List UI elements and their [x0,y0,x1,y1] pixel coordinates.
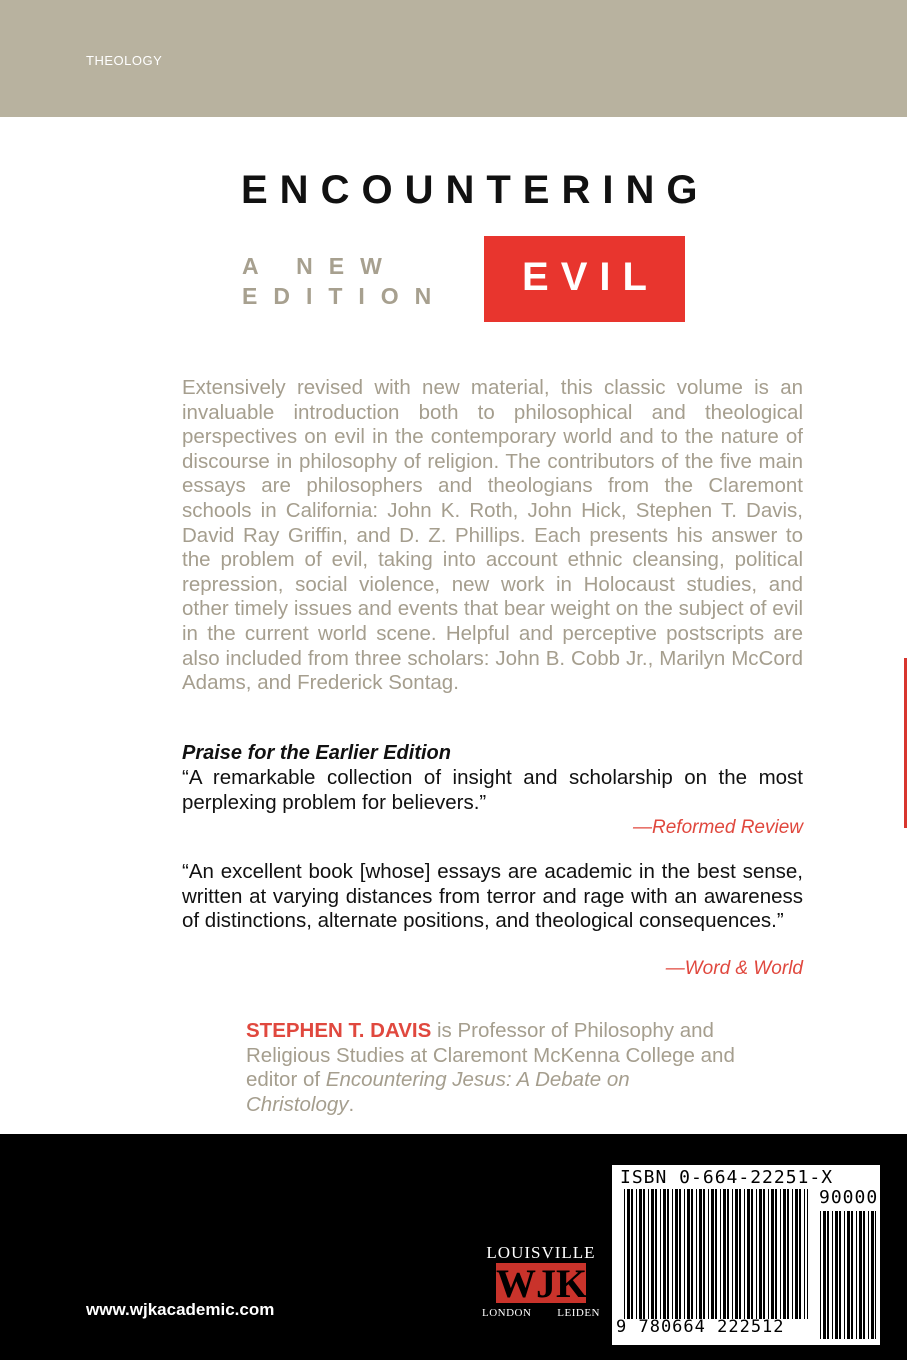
publisher-website[interactable]: www.wjkacademic.com [86,1300,275,1319]
barcode-bar [875,1211,876,1339]
barcode-bar [643,1189,645,1319]
barcode-bar [823,1211,826,1339]
barcode-bar [856,1211,857,1339]
barcode-bar [799,1189,801,1319]
author-bio-text: is Professor of Philosophy and Religious Studies at Claremont McKenna College and editor of [246,1019,735,1092]
barcode-bar [651,1189,654,1319]
book-subtitle: EVIL [522,255,659,299]
author-bio-end: . [348,1092,355,1116]
barcode-bar [859,1211,862,1339]
barcode-bar [851,1211,853,1339]
barcode-bar [763,1189,765,1319]
praise-heading: Praise for the Earlier Edition [182,742,451,764]
logo-letters: WJK [496,1261,588,1306]
barcode-bar [727,1189,729,1319]
subtitle-box [484,236,685,322]
barcode-bar [835,1211,838,1339]
book-description: Extensively revised with new material, this classic volume is an invaluable introduction both to philosophical and theological perspectives on evil in the contemporary world and to the nature of discourse in philosophy of religion. The contributors of the five main essays are philosophers and theologians from the Claremont schools in California: John K. Roth, John Hick, Stephen T. Davis, David Ray Griffin, and D. Z. Phillips. Each presents his answer to the problem of evil, taking into account ethnic cleansing, political repression, social violence, new work in Holocaust studies, and other timely issues and events that bear weight on the subject of evil in the current world scene. Helpful and perceptive postscripts are also included from three scholars: John B. Cobb Jr., Marilyn McCord Adams, and Frederick Sontag. [182,376,803,695]
praise-quote-2: “An excellent book [whose] essays are academic in the best sense, written at varying distances from terror and rage with an awareness of distinctions, alternate positions, and theological consequences.” [182,860,803,933]
publisher-logo [476,1243,606,1323]
logo-city-right: LEIDEN [557,1307,600,1319]
author-name: STEPHEN T. DAVIS [246,1019,432,1042]
barcode-bar [708,1189,709,1319]
barcode-bar [839,1211,841,1339]
barcode-main [624,1189,808,1319]
barcode-bar [672,1189,673,1319]
praise-quote-1: “A remarkable collection of insight and scholarship on the most perplexing problem for believers.” [182,766,803,814]
author-book-title: Encountering Jesus: A Debate on Christology [246,1068,630,1116]
praise-source-2: —Word & World [665,958,803,979]
barcode-bar [655,1189,657,1319]
barcode-bar [703,1189,705,1319]
category-label: THEOLOGY [86,53,163,68]
barcode-bar [648,1189,649,1319]
barcode-bar [871,1211,874,1339]
barcode-bar [868,1211,869,1339]
barcode-bar [720,1189,721,1319]
barcode-bar [863,1211,865,1339]
barcode-panel [612,1165,880,1345]
barcode-bar [807,1189,808,1319]
barcode-bar [636,1189,637,1319]
barcode-addon [820,1211,876,1339]
barcode-bar [687,1189,690,1319]
barcode-bar [739,1189,741,1319]
barcode-bar [696,1189,697,1319]
barcode-bar [756,1189,757,1319]
barcode-bar [711,1189,714,1319]
barcode-bar [663,1189,666,1319]
ean-number: 9 780664 222512 [616,1317,785,1337]
edition-line-2: EDITION [242,283,448,309]
top-band [0,0,907,117]
barcode-bar [847,1211,850,1339]
barcode-bar [667,1189,669,1319]
barcode-bar [780,1189,781,1319]
barcode-bar [832,1211,833,1339]
logo-city-left: LONDON [482,1307,532,1319]
price-code: 90000 [819,1187,879,1208]
barcode-bar [771,1189,774,1319]
barcode-bar [639,1189,642,1319]
barcode-bar [684,1189,685,1319]
barcode-bar [679,1189,681,1319]
barcode-bar [775,1189,777,1319]
barcode-bar [747,1189,750,1319]
barcode-bar [827,1211,829,1339]
barcode-bar [699,1189,702,1319]
barcode-bar [768,1189,769,1319]
barcode-bar [735,1189,738,1319]
barcode-bar [804,1189,805,1319]
author-bio [246,1019,736,1117]
barcode-bar [715,1189,717,1319]
barcode-bar [820,1211,821,1339]
barcode-bar [675,1189,678,1319]
logo-city-top: LOUISVILLE [486,1243,596,1262]
barcode-bar [624,1189,625,1319]
barcode-bar [660,1189,661,1319]
logo-mark [496,1261,588,1306]
barcode-bar [844,1211,845,1339]
barcode-bar [732,1189,733,1319]
barcode-bar [723,1189,726,1319]
barcode-bar [751,1189,753,1319]
barcode-bar [787,1189,789,1319]
barcode-bar [795,1189,798,1319]
barcode-bar [631,1189,633,1319]
book-title: ENCOUNTERING [241,168,710,212]
barcode-bar [691,1189,693,1319]
barcode-bar [783,1189,786,1319]
edition-line-1: A NEW [242,253,398,279]
isbn-text: ISBN 0-664-22251-X [620,1167,834,1188]
praise-source-1: —Reformed Review [633,817,803,838]
barcode-bar [744,1189,745,1319]
barcode-bar [759,1189,762,1319]
barcode-bar [627,1189,630,1319]
barcode-bar [792,1189,793,1319]
